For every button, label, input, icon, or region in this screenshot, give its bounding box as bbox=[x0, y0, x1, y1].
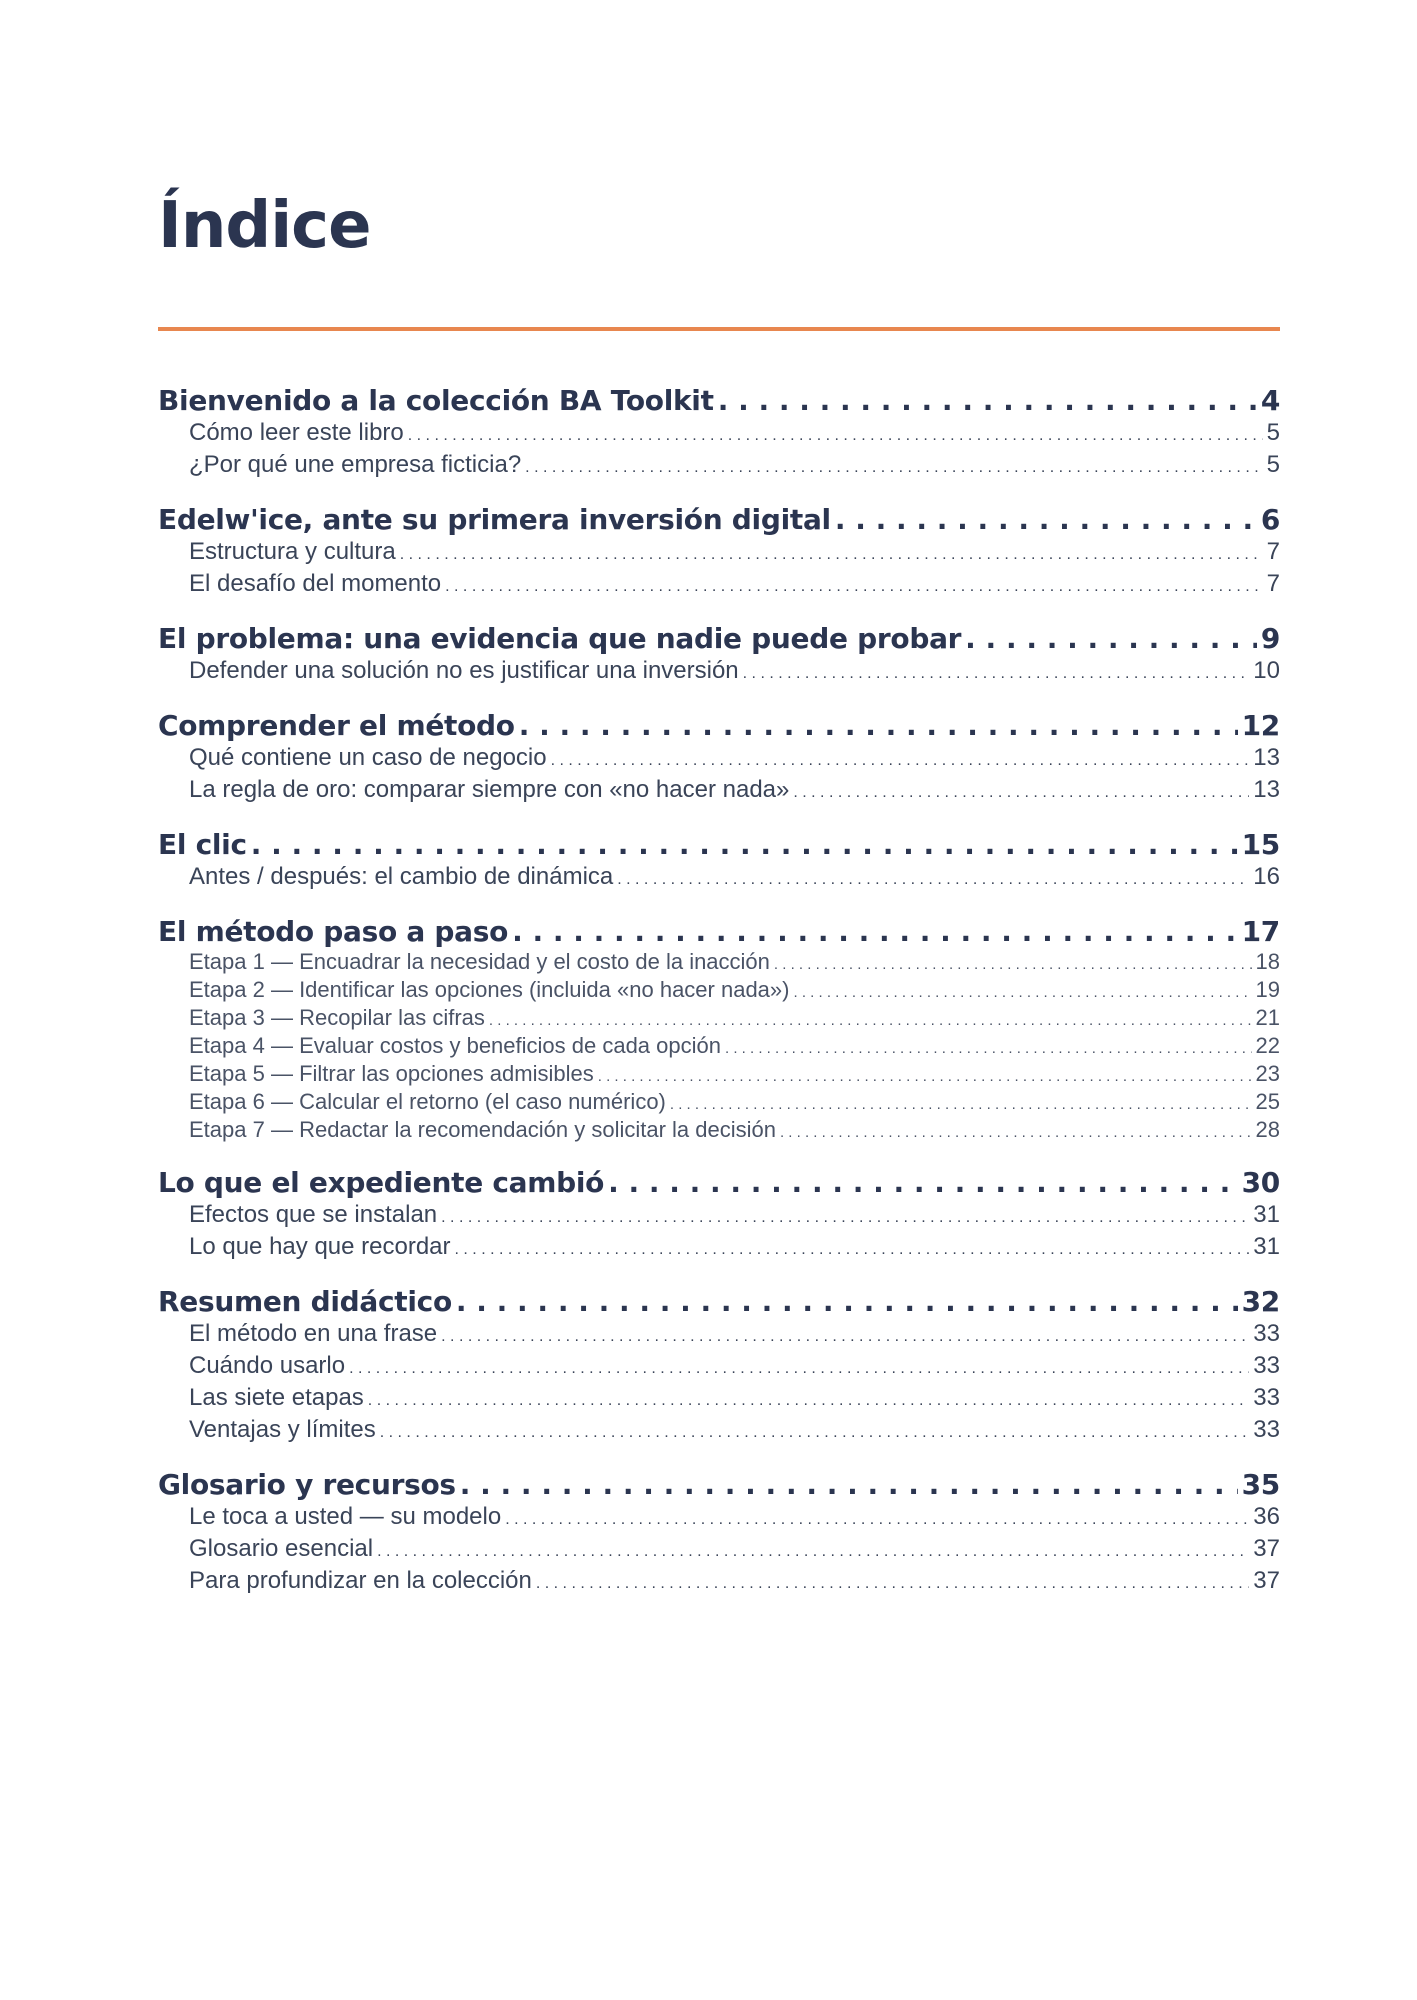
toc-subsection-entry-page-number: 5 bbox=[1266, 451, 1280, 478]
toc-subsection-entry-label: Antes / después: el cambio de dinámica bbox=[189, 863, 614, 890]
toc-subsection-entry-page-number: 16 bbox=[1253, 863, 1280, 890]
table-of-contents bbox=[158, 383, 1280, 1618]
toc-chapter-entry[interactable] bbox=[158, 914, 1280, 949]
toc-chapter-entry-label: Resumen didáctico bbox=[158, 1285, 452, 1318]
toc-subsection-entry[interactable] bbox=[158, 862, 1280, 894]
dot-leader bbox=[441, 1200, 1249, 1232]
toc-subsection-entry-label: Glosario esencial bbox=[189, 1535, 374, 1562]
toc-subsection-entry[interactable] bbox=[158, 537, 1280, 569]
toc-chapter-entry-label: El problema: una evidencia que nadie puede probar bbox=[158, 622, 962, 655]
toc-subsection-entry-label: Estructura y cultura bbox=[189, 538, 396, 565]
dot-leader bbox=[368, 1383, 1250, 1415]
dot-leader bbox=[380, 1415, 1250, 1447]
dot-leader bbox=[512, 914, 1238, 949]
dot-leader bbox=[780, 1117, 1252, 1145]
toc-subsection-entry[interactable] bbox=[158, 1383, 1280, 1415]
toc-subsection-entry[interactable] bbox=[158, 1415, 1280, 1447]
dot-leader bbox=[617, 862, 1249, 894]
toc-section bbox=[158, 1284, 1280, 1447]
toc-subsection-entry-page-number: 5 bbox=[1266, 419, 1280, 446]
toc-subsection-entry-page-number: 33 bbox=[1253, 1384, 1280, 1411]
toc-step-entry[interactable] bbox=[158, 1005, 1280, 1033]
toc-subsection-entry[interactable] bbox=[158, 656, 1280, 688]
toc-subsection-entry-page-number: 37 bbox=[1253, 1567, 1280, 1594]
toc-section bbox=[158, 383, 1280, 482]
toc-section bbox=[158, 914, 1280, 1145]
toc-chapter-entry[interactable] bbox=[158, 1165, 1280, 1200]
toc-step-entry[interactable] bbox=[158, 949, 1280, 977]
toc-subsection-entry-page-number: 33 bbox=[1253, 1352, 1280, 1379]
dot-leader bbox=[670, 1089, 1252, 1117]
toc-subsection-entry[interactable] bbox=[158, 1232, 1280, 1264]
toc-subsection-entry-label: Defender una solución no es justificar una inversión bbox=[189, 657, 739, 684]
toc-step-entry-page-number: 28 bbox=[1255, 1117, 1280, 1142]
dot-leader bbox=[456, 1284, 1238, 1319]
dot-leader bbox=[525, 450, 1262, 482]
dot-leader bbox=[460, 1467, 1238, 1502]
toc-subsection-entry-page-number: 13 bbox=[1253, 744, 1280, 771]
toc-subsection-entry-page-number: 33 bbox=[1253, 1320, 1280, 1347]
toc-section bbox=[158, 708, 1280, 807]
toc-chapter-entry-label: El clic bbox=[158, 828, 247, 861]
toc-chapter-entry[interactable] bbox=[158, 621, 1280, 656]
toc-subsection-entry-label: El desafío del momento bbox=[189, 570, 442, 597]
dot-leader bbox=[793, 977, 1251, 1005]
toc-chapter-entry[interactable] bbox=[158, 1284, 1280, 1319]
dot-leader bbox=[349, 1351, 1249, 1383]
dot-leader bbox=[718, 383, 1257, 418]
toc-subsection-entry[interactable] bbox=[158, 418, 1280, 450]
toc-subsection-entry-label: Las siete etapas bbox=[189, 1384, 364, 1411]
dot-leader bbox=[774, 949, 1252, 977]
toc-chapter-entry-label: Lo que el expediente cambió bbox=[158, 1166, 605, 1199]
toc-subsection-entry[interactable] bbox=[158, 569, 1280, 601]
toc-subsection-entry-page-number: 33 bbox=[1253, 1416, 1280, 1443]
dot-leader bbox=[608, 1165, 1238, 1200]
toc-subsection-entry-label: Para profundizar en la colección bbox=[189, 1567, 532, 1594]
toc-subsection-entry-page-number: 37 bbox=[1253, 1535, 1280, 1562]
dot-leader bbox=[251, 827, 1238, 862]
dot-leader bbox=[445, 569, 1263, 601]
toc-section bbox=[158, 1467, 1280, 1598]
toc-step-entry-page-number: 25 bbox=[1255, 1089, 1280, 1114]
toc-step-entry-label: Etapa 7 — Redactar la recomendación y solicitar la decisión bbox=[189, 1117, 776, 1142]
toc-step-entry-label: Etapa 2 — Identificar las opciones (incluida «no hacer nada») bbox=[189, 977, 790, 1002]
toc-subsection-entry-label: ¿Por qué une empresa ficticia? bbox=[189, 451, 522, 478]
toc-chapter-entry[interactable] bbox=[158, 502, 1280, 537]
toc-subsection-entry-label: Qué contiene un caso de negocio bbox=[189, 744, 547, 771]
toc-subsection-entry-label: Lo que hay que recordar bbox=[189, 1233, 451, 1260]
dot-leader bbox=[536, 1566, 1249, 1598]
toc-step-entry-page-number: 23 bbox=[1255, 1061, 1280, 1086]
toc-chapter-entry-label: Bienvenido a la colección BA Toolkit bbox=[158, 384, 714, 417]
dot-leader bbox=[793, 775, 1249, 807]
toc-step-entry-label: Etapa 5 — Filtrar las opciones admisibles bbox=[189, 1061, 594, 1086]
dot-leader bbox=[489, 1005, 1252, 1033]
toc-subsection-entry[interactable] bbox=[158, 743, 1280, 775]
dot-leader bbox=[835, 502, 1257, 537]
toc-chapter-entry-label: Comprender el método bbox=[158, 709, 515, 742]
toc-subsection-entry-label: Cómo leer este libro bbox=[189, 419, 404, 446]
toc-subsection-entry-label: El método en una frase bbox=[189, 1320, 438, 1347]
dot-leader bbox=[441, 1319, 1249, 1351]
toc-subsection-entry-page-number: 13 bbox=[1253, 776, 1280, 803]
title-divider bbox=[158, 327, 1280, 331]
toc-subsection-entry[interactable] bbox=[158, 775, 1280, 807]
dot-leader bbox=[743, 656, 1250, 688]
toc-step-entry[interactable] bbox=[158, 1061, 1280, 1089]
toc-step-entry-label: Etapa 1 — Encuadrar la necesidad y el costo de la inacción bbox=[189, 949, 770, 974]
toc-subsection-entry[interactable] bbox=[158, 1319, 1280, 1351]
toc-chapter-entry-page-number: 15 bbox=[1241, 828, 1280, 861]
toc-chapter-entry[interactable] bbox=[158, 383, 1280, 418]
toc-step-entry-page-number: 22 bbox=[1255, 1033, 1280, 1058]
toc-subsection-entry[interactable] bbox=[158, 1351, 1280, 1383]
toc-subsection-entry-label: Le toca a usted — su modelo bbox=[189, 1503, 502, 1530]
toc-step-entry-label: Etapa 4 — Evaluar costos y beneficios de cada opción bbox=[189, 1033, 721, 1058]
toc-subsection-entry-page-number: 31 bbox=[1253, 1201, 1280, 1228]
toc-subsection-entry[interactable] bbox=[158, 1200, 1280, 1232]
toc-chapter-entry-page-number: 17 bbox=[1241, 915, 1280, 948]
toc-chapter-entry-page-number: 9 bbox=[1260, 622, 1280, 655]
toc-chapter-entry[interactable] bbox=[158, 827, 1280, 862]
toc-chapter-entry-label: El método paso a paso bbox=[158, 915, 509, 948]
toc-subsection-entry-label: Ventajas y límites bbox=[189, 1416, 376, 1443]
toc-step-entry-label: Etapa 3 — Recopilar las cifras bbox=[189, 1005, 485, 1030]
toc-step-entry[interactable] bbox=[158, 1089, 1280, 1117]
dot-leader bbox=[408, 418, 1263, 450]
toc-step-entry[interactable] bbox=[158, 1033, 1280, 1061]
toc-subsection-entry-label: Cuándo usarlo bbox=[189, 1352, 346, 1379]
page-title: Índice bbox=[158, 189, 371, 263]
toc-chapter-entry[interactable] bbox=[158, 1467, 1280, 1502]
toc-subsection-entry-page-number: 10 bbox=[1253, 657, 1280, 684]
toc-step-entry-label: Etapa 6 — Calcular el retorno (el caso numérico) bbox=[189, 1089, 666, 1114]
toc-chapter-entry-page-number: 6 bbox=[1260, 503, 1280, 536]
toc-subsection-entry[interactable] bbox=[158, 1566, 1280, 1598]
toc-step-entry[interactable] bbox=[158, 1117, 1280, 1145]
toc-chapter-entry-page-number: 35 bbox=[1241, 1468, 1280, 1501]
toc-chapter-entry-page-number: 32 bbox=[1241, 1285, 1280, 1318]
dot-leader bbox=[551, 743, 1250, 775]
toc-subsection-entry-label: Efectos que se instalan bbox=[189, 1201, 438, 1228]
dot-leader bbox=[377, 1534, 1249, 1566]
toc-step-entry-page-number: 19 bbox=[1255, 977, 1280, 1002]
toc-section bbox=[158, 502, 1280, 601]
toc-subsection-entry-label: La regla de oro: comparar siempre con «no hacer nada» bbox=[189, 776, 790, 803]
toc-subsection-entry[interactable] bbox=[158, 450, 1280, 482]
toc-chapter-entry-label: Edelw'ice, ante su primera inversión digital bbox=[158, 503, 831, 536]
toc-chapter-entry-label: Glosario y recursos bbox=[158, 1468, 456, 1501]
toc-subsection-entry-page-number: 7 bbox=[1266, 570, 1280, 597]
toc-subsection-entry[interactable] bbox=[158, 1534, 1280, 1566]
toc-subsection-entry-page-number: 31 bbox=[1253, 1233, 1280, 1260]
toc-section bbox=[158, 621, 1280, 688]
toc-subsection-entry[interactable] bbox=[158, 1502, 1280, 1534]
toc-section bbox=[158, 827, 1280, 894]
dot-leader bbox=[725, 1033, 1252, 1061]
dot-leader bbox=[455, 1232, 1250, 1264]
dot-leader bbox=[598, 1061, 1252, 1089]
dot-leader bbox=[965, 621, 1257, 656]
toc-step-entry-page-number: 21 bbox=[1255, 1005, 1280, 1030]
toc-chapter-entry-page-number: 4 bbox=[1260, 384, 1280, 417]
dot-leader bbox=[519, 708, 1238, 743]
toc-step-entry[interactable] bbox=[158, 977, 1280, 1005]
toc-section bbox=[158, 1165, 1280, 1264]
dot-leader bbox=[400, 537, 1263, 569]
toc-chapter-entry[interactable] bbox=[158, 708, 1280, 743]
toc-subsection-entry-page-number: 7 bbox=[1266, 538, 1280, 565]
dot-leader bbox=[505, 1502, 1249, 1534]
toc-subsection-entry-page-number: 36 bbox=[1253, 1503, 1280, 1530]
toc-chapter-entry-page-number: 30 bbox=[1241, 1166, 1280, 1199]
toc-step-entry-page-number: 18 bbox=[1255, 949, 1280, 974]
toc-chapter-entry-page-number: 12 bbox=[1241, 709, 1280, 742]
